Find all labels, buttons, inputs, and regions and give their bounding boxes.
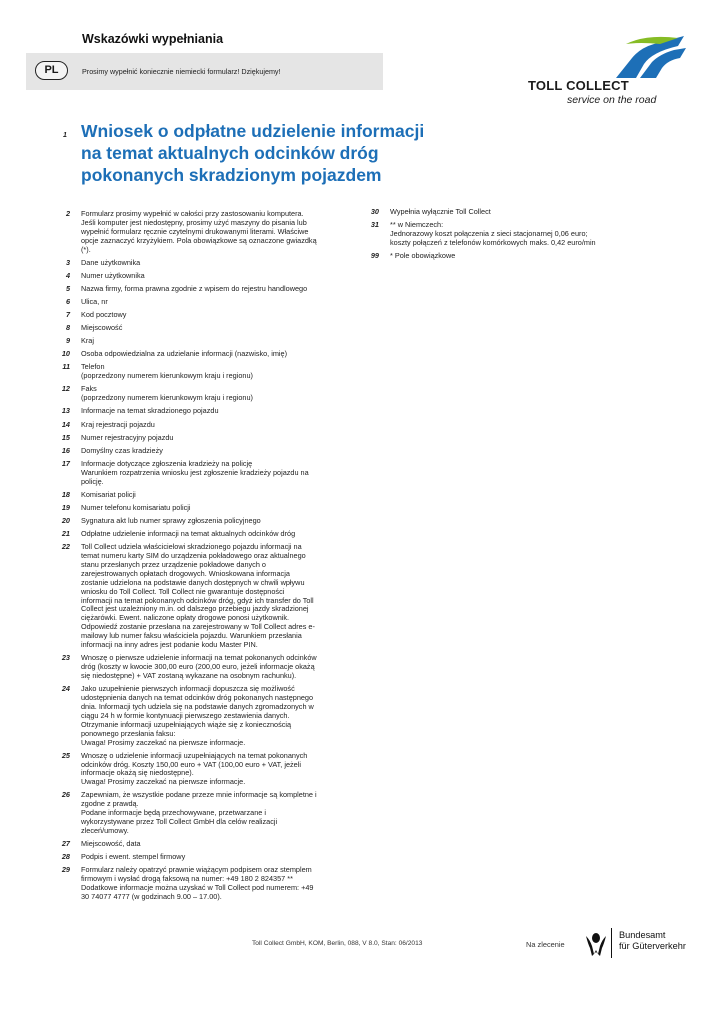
instruction-item [58, 272, 358, 281]
instruction-text: Kraj rejestracji pojazdu [81, 419, 155, 429]
instruction-number: 15 [61, 432, 70, 442]
instruction-item [367, 252, 667, 261]
instruction-text: Miejscowość, data [81, 839, 141, 849]
instruction-item [58, 543, 358, 650]
instruction-item [58, 311, 358, 320]
instruction-number: 10 [61, 349, 70, 359]
instruction-text: Osoba odpowiedzialna za udzielanie informacji (nazwisko, imię) [81, 349, 288, 359]
instruction-number: 21 [61, 529, 70, 539]
instruction-number: 27 [61, 839, 70, 849]
instruction-number: 6 [65, 297, 70, 306]
instruction-text: Informacje dotyczące zgłoszenia kradzieży na policję Warunkiem rozpatrzenia wniosku jest zgłoszenie kradzieży pojazdu na policję. [81, 458, 309, 486]
instruction-item [58, 324, 358, 333]
authority-name: Bundesamt für Güterverkehr [619, 930, 686, 951]
instruction-text: Zapewniam, że wszystkie podane przeze mnie informacje są kompletne i zgodne z prawdą. Podane informacje będą przechowywane, przetwarzane i wykorzystywane przez Toll Collect GmbH dla celów realizacji zleceń/umowy. [81, 790, 317, 836]
instruction-number: 20 [61, 515, 70, 525]
instruction-number: 11 [62, 362, 70, 372]
toll-collect-swoosh-icon [528, 36, 688, 78]
instruction-text: * Pole obowiązkowe [390, 251, 456, 260]
instruction-text: Wnoszę o udzielenie informacji uzupełniających na temat pokonanych odcinków dróg. Koszty 150,00 euro + VAT (100,00 euro + VAT, jeżeli informacje okażą się niedostępne). Uwaga! Prosimy zaczekać na pierwsze informacje. [81, 750, 308, 787]
instruction-text: Kod pocztowy [81, 310, 127, 320]
instruction-text: Formularz należy opatrzyć prawnie wiążącym podpisem oraz stemplem firmowym i wysłać drogą faksową na numer: +49 180 2 824357 ** Dodatkowe informacje można uzyskać w Toll Collect pod numerem: +49 30 74077 4777 (w godzinach 9.00 – 17.00). [81, 865, 314, 902]
instruction-number: 12 [61, 384, 70, 394]
instruction-number: 99 [370, 251, 379, 260]
instruction-number: 9 [65, 336, 70, 346]
instruction-item [58, 752, 358, 788]
instruction-text: Numer telefonu komisariatu policji [81, 502, 191, 512]
federal-eagle-icon [584, 930, 608, 958]
instruction-item [58, 285, 358, 294]
instruction-text: Numer użytkownika [81, 270, 145, 280]
instruction-text: Dane użytkownika [81, 257, 141, 267]
instruction-item [58, 460, 358, 487]
document-title: Wniosek o odpłatne udzielenie informacji na temat aktualnych odcinków dróg pokonanych skradzionym pojazdem [81, 121, 425, 185]
instruction-number: 19 [61, 502, 70, 512]
logo-tagline: service on the road [567, 94, 657, 106]
instruction-text: Komisariat policji [81, 489, 136, 499]
instruction-number: 8 [65, 323, 70, 333]
instruction-number: 7 [65, 310, 70, 320]
instruction-item [58, 337, 358, 346]
instruction-number: 4 [65, 270, 70, 280]
instructions-right-column [367, 208, 667, 265]
instructions-left-column [58, 210, 358, 906]
instruction-number: 5 [65, 283, 70, 293]
instruction-text: Faks (poprzedzony numerem kierunkowym kraju i regionu) [81, 384, 253, 403]
instruction-item [58, 407, 358, 416]
instruction-text: Jako uzupełnienie pierwszych informacji dopuszcza się możliwość udostępnienia danych na temat odcinków dróg pokonanych następnego dnia. Informacji tych udziela się na podstawie danych zgromadzonych w ciągu 24 h w formie kontynuacji pierwszego zestawienia danych. Otrzymanie informacji uzupełniających wiąże się z koniecznością ponownego przesłania faksu: Uwaga! Prosimy zaczekać na pierwsze informacje. [81, 684, 314, 747]
instruction-number: 17 [61, 458, 70, 468]
instruction-item [58, 840, 358, 849]
instruction-item [58, 685, 358, 747]
instruction-item [58, 654, 358, 681]
instruction-text: Ulica, nr [81, 297, 108, 306]
instruction-number: 26 [61, 790, 70, 800]
footer-commissioned-by: Na zlecenie [526, 940, 565, 949]
instruction-text: Sygnatura akt lub numer sprawy zgłoszenia policyjnego [81, 515, 261, 525]
footer-imprint: Toll Collect GmbH, KOM, Berlin, 088, V 8.0, Stan: 06/2013 [252, 940, 423, 947]
instruction-text: Domyślny czas kradzieży [81, 445, 163, 455]
instruction-text: Formularz prosimy wypełnić w całości przy zastosowaniu komputera. Jeśli komputer jest niedostępny, prosimy użyć maszyny do pisania lub wypełnić formularz ręcznie czytelnymi drukowanymi literami. Właściwe opcje zaznaczyć krzyżykiem. Pola obowiązkowe są oznaczone gwiazdką (*). [81, 209, 317, 254]
instruction-text: Miejscowość [81, 323, 123, 333]
instruction-item [367, 221, 667, 248]
instruction-number: 30 [370, 207, 379, 216]
instruction-item [58, 350, 358, 359]
document-title-number: 1 [63, 132, 67, 139]
instruction-number: 13 [61, 406, 70, 416]
instruction-text: Odpłatne udzielenie informacji na temat aktualnych odcinków dróg [81, 529, 296, 539]
instruction-text: Wypełnia wyłącznie Toll Collect [390, 207, 491, 216]
instruction-item [58, 434, 358, 443]
instruction-text: Informacje na temat skradzionego pojazdu [81, 406, 219, 416]
instruction-number: 25 [61, 750, 70, 760]
instruction-item [58, 298, 358, 307]
instruction-number: 29 [61, 865, 70, 875]
instruction-number: 18 [61, 489, 70, 499]
authority-divider [611, 928, 612, 958]
instruction-item [58, 421, 358, 430]
instruction-item [58, 853, 358, 862]
instruction-item [58, 259, 358, 268]
instruction-text: Telefon (poprzedzony numerem kierunkowym kraju i regionu) [81, 362, 253, 381]
instruction-item [58, 504, 358, 513]
toll-collect-logo [528, 36, 688, 111]
instruction-item [58, 866, 358, 902]
instruction-item [58, 210, 358, 255]
instruction-number: 31 [370, 220, 379, 230]
instruction-number: 3 [65, 257, 70, 267]
instruction-item [58, 791, 358, 836]
instruction-text: ** w Niemczech: Jednorazowy koszt połączenia z sieci stacjonarnej 0,06 euro; koszty połączeń z telefonów komórkowych maks. 0,42 euro/min [390, 220, 596, 247]
instruction-item [58, 385, 358, 403]
instruction-text: Wnoszę o pierwsze udzielenie informacji na temat pokonanych odcinków dróg (koszty w kwocie 300,00 euro (200,00 euro, jeżeli informacje okażą się niedostępne) + VAT zostaną wykazane na osobnym rachunku). [81, 653, 317, 680]
instruction-number: 2 [65, 209, 70, 218]
language-badge: PL [35, 61, 68, 80]
instruction-item [58, 447, 358, 456]
instruction-number: 14 [61, 419, 70, 429]
instruction-text: Numer rejestracyjny pojazdu [81, 432, 174, 442]
notice-band [26, 53, 383, 90]
instruction-item [58, 491, 358, 500]
instruction-item [367, 208, 667, 217]
instruction-number: 23 [61, 653, 70, 663]
instruction-item [58, 363, 358, 381]
notice-text: Prosimy wypełnić koniecznie niemiecki formularz! Dziękujemy! [82, 67, 281, 76]
instruction-text: Podpis i ewent. stempel firmowy [81, 852, 186, 862]
instruction-item [58, 517, 358, 526]
instruction-text: Toll Collect udziela właścicielowi skradzionego pojazdu informacji na temat numeru karty SIM do urządzenia pokładowego oraz aktualnego stanu przesłanych przez urządzenie pokładowe danych o zarejestrowanych opłatach drogowych. Wnioskowana informacja zostanie udzielona na podstawie danych dostępnych w chwili wpływu wniosku do Toll Collect. Toll Collect nie gwarantuje dostępności informacji na temat pokonanych odcinków dróg, gdyż ich transfer do Toll Collect jest uzależniony m.in. od dalszego przebiegu jazdy skradzionej ciężarówki. Ewent. naliczone opłaty drogowe ponosi użytkownik. Odpowiedź zostanie przesłana na zarejestrowany w Toll Collect adres e- mailowy lub numer faksu właściciela pojazdu. Warunkiem przesłania informacji na inny adres jest podanie kodu Master PIN. [81, 542, 315, 650]
instruction-text: Kraj [81, 336, 94, 346]
instruction-number: 28 [61, 852, 70, 862]
instruction-item [58, 530, 358, 539]
logo-name: TOLL COLLECT [528, 78, 629, 93]
instruction-number: 24 [61, 684, 70, 694]
instruction-number: 16 [61, 445, 70, 455]
instruction-number: 22 [61, 542, 70, 552]
instruction-text: Nazwa firmy, forma prawna zgodnie z wpisem do rejestru handlowego [81, 283, 308, 293]
page-header-title: Wskazówki wypełniania [82, 32, 224, 46]
